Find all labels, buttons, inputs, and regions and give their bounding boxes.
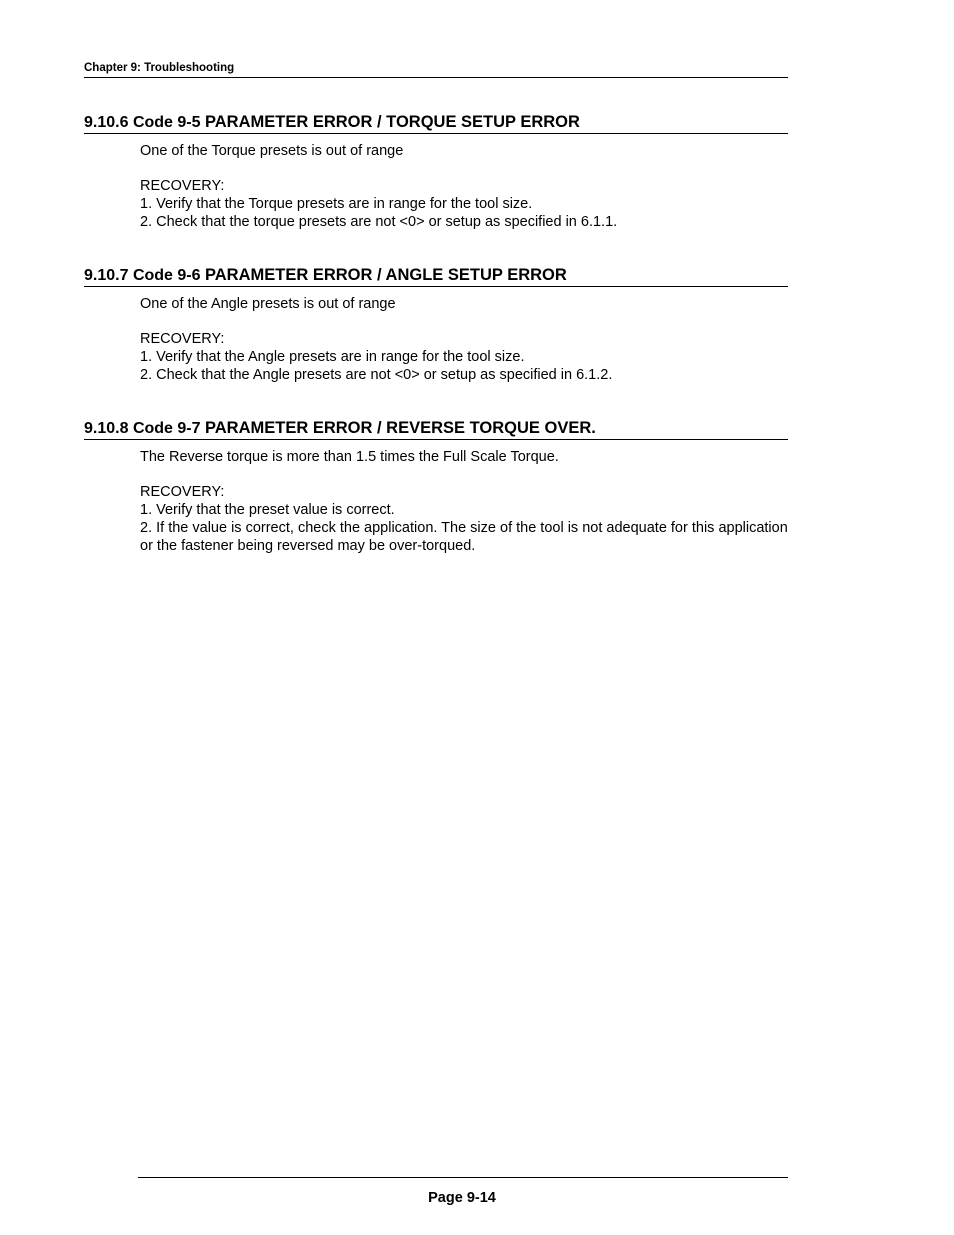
section-number: 9.10.6 xyxy=(84,114,129,131)
recovery-step: 1. Verify that the preset value is correct. xyxy=(140,502,395,518)
recovery-step: 2. Check that the torque presets are not <0> or setup as specified in 6.1.1. xyxy=(140,214,618,230)
section-code: Code 9-5 xyxy=(132,114,201,131)
section-description: The Reverse torque is more than 1.5 times the Full Scale Torque. xyxy=(140,449,559,465)
section-code: Code 9-7 xyxy=(132,420,201,437)
section-heading xyxy=(84,265,788,287)
section-heading xyxy=(84,112,788,134)
running-header xyxy=(84,61,788,78)
section-9-10-6 xyxy=(84,112,788,231)
section-heading xyxy=(84,418,788,440)
section-number: 9.10.8 xyxy=(84,420,129,437)
section-description: One of the Torque presets is out of range xyxy=(140,143,404,159)
footer-rule xyxy=(138,1177,788,1178)
page-number: Page 9-14 xyxy=(428,1190,496,1206)
recovery-label: RECOVERY: xyxy=(140,178,225,194)
section-description: One of the Angle presets is out of range xyxy=(140,296,396,312)
recovery-step: 1. Verify that the Angle presets are in range for the tool size. xyxy=(140,349,525,365)
section-code: Code 9-6 xyxy=(132,267,201,284)
section-9-10-8 xyxy=(84,418,788,555)
section-body xyxy=(84,142,788,231)
chapter-title: Chapter 9: Troubleshooting xyxy=(84,62,235,74)
section-number: 9.10.7 xyxy=(84,267,129,284)
section-title: PARAMETER ERROR / TORQUE SETUP ERROR xyxy=(204,113,580,131)
recovery-step: 1. Verify that the Torque presets are in range for the tool size. xyxy=(140,196,533,212)
section-9-10-7 xyxy=(84,265,788,384)
recovery-step: 2. If the value is correct, check the application. The size of the tool is not adequate for this application or the fastener being reversed may be over-torqued. xyxy=(140,520,788,554)
recovery-label: RECOVERY: xyxy=(140,484,225,500)
recovery-label: RECOVERY: xyxy=(140,331,225,347)
section-title: PARAMETER ERROR / ANGLE SETUP ERROR xyxy=(204,266,567,284)
recovery-step: 2. Check that the Angle presets are not <0> or setup as specified in 6.1.2. xyxy=(140,367,613,383)
section-title: PARAMETER ERROR / REVERSE TORQUE OVER. xyxy=(204,419,596,437)
section-body xyxy=(84,448,788,555)
section-body xyxy=(84,295,788,384)
